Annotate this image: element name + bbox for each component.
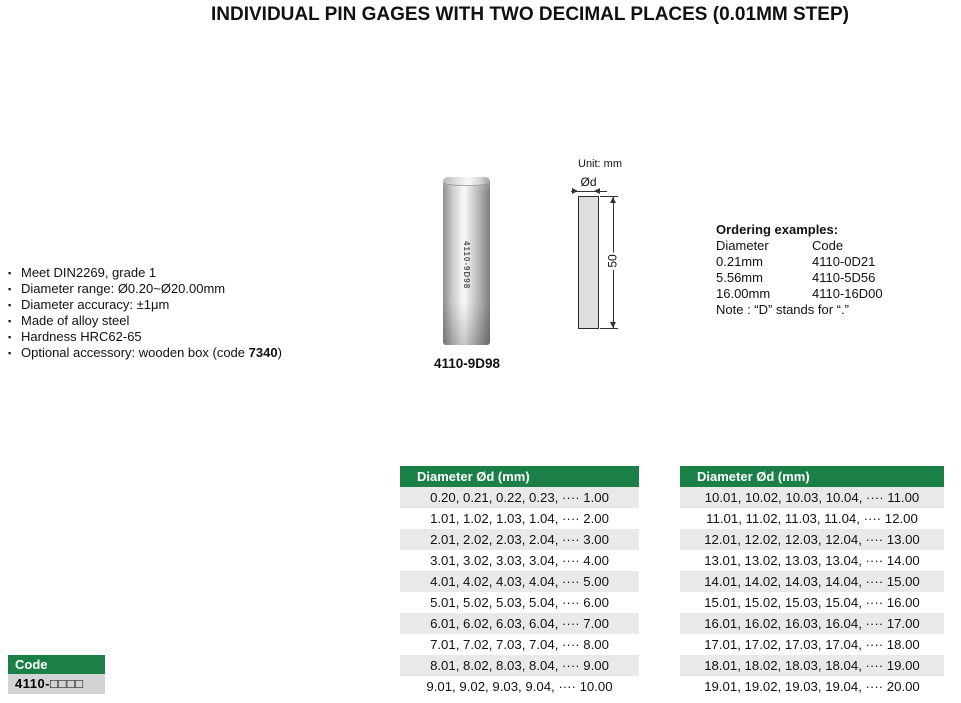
table-row: 0.20, 0.21, 0.22, 0.23, ···· 1.00 bbox=[400, 487, 639, 508]
table-row: 5.01, 5.02, 5.03, 5.04, ···· 6.00 bbox=[400, 592, 639, 613]
feature-text: Hardness HRC62-65 bbox=[21, 329, 142, 344]
table-row: 16.01, 16.02, 16.03, 16.04, ···· 17.00 bbox=[680, 613, 944, 634]
table-row: 13.01, 13.02, 13.03, 13.04, ···· 14.00 bbox=[680, 550, 944, 571]
table-row: 2.01, 2.02, 2.03, 2.04, ···· 3.00 bbox=[400, 529, 639, 550]
dim-extension-line bbox=[600, 328, 618, 329]
ordering-heading: Ordering examples: bbox=[716, 222, 839, 237]
table-row: 4.01, 4.02, 4.03, 4.04, ···· 5.00 bbox=[400, 571, 639, 592]
ordering-code: 4110-0D21 bbox=[812, 254, 876, 269]
pin-top-cap bbox=[443, 177, 490, 186]
ordering-col-diameter: Diameter bbox=[716, 238, 769, 253]
product-model-caption: 4110-9D98 bbox=[433, 356, 501, 371]
table-row: 9.01, 9.02, 9.03, 9.04, ···· 10.00 bbox=[400, 676, 639, 697]
pin-outline bbox=[578, 196, 599, 329]
feature-text: Diameter range: Ø0.20~Ø20.00mm bbox=[21, 281, 226, 296]
ordering-diameter: 0.21mm bbox=[716, 254, 763, 269]
table-row: 1.01, 1.02, 1.03, 1.04, ···· 2.00 bbox=[400, 508, 639, 529]
table-row: 8.01, 8.02, 8.03, 8.04, ···· 9.00 bbox=[400, 655, 639, 676]
feature-text-suffix: ) bbox=[277, 345, 282, 360]
pin-engraving bbox=[443, 241, 490, 289]
unit-label: Unit: mm bbox=[578, 158, 622, 170]
diameter-dim-label: Ød bbox=[580, 175, 597, 189]
ordering-row bbox=[716, 254, 936, 270]
feature-text: Made of alloy steel bbox=[21, 313, 130, 328]
ordering-examples bbox=[716, 222, 936, 318]
pin-engraving-text: 4110-9D98 bbox=[462, 241, 471, 290]
ordering-row bbox=[716, 270, 936, 286]
table-header: Diameter Ød (mm) bbox=[680, 466, 944, 487]
table-row: 15.01, 15.02, 15.03, 15.04, ···· 16.00 bbox=[680, 592, 944, 613]
page-title: INDIVIDUAL PIN GAGES WITH TWO DECIMAL PLACES (0.01MM STEP) bbox=[211, 4, 849, 25]
dim-arrow-icon bbox=[572, 188, 578, 194]
bullet-icon: ▪ bbox=[8, 332, 12, 342]
table-row: 12.01, 12.02, 12.03, 12.04, ···· 13.00 bbox=[680, 529, 944, 550]
feature-item bbox=[8, 313, 282, 329]
feature-item bbox=[8, 329, 282, 345]
table-row: 18.01, 18.02, 18.03, 18.04, ···· 19.00 bbox=[680, 655, 944, 676]
feature-item bbox=[8, 265, 282, 281]
feature-text-prefix: Optional accessory: wooden box (code bbox=[21, 345, 249, 360]
feature-list bbox=[8, 265, 282, 361]
table-row: 11.01, 11.02, 11.03, 11.04, ···· 12.00 bbox=[680, 508, 944, 529]
length-dim-label: 50 bbox=[605, 254, 620, 268]
ordering-code: 4110-16D00 bbox=[812, 286, 883, 301]
feature-text bbox=[21, 345, 282, 361]
table-row: 19.01, 19.02, 19.03, 19.04, ···· 20.00 bbox=[680, 676, 944, 697]
code-header: Code bbox=[8, 655, 105, 674]
ordering-row bbox=[716, 286, 936, 302]
table-row: 10.01, 10.02, 10.03, 10.04, ···· 11.00 bbox=[680, 487, 944, 508]
table-header: Diameter Ød (mm) bbox=[400, 466, 639, 487]
bullet-icon: ▪ bbox=[8, 268, 12, 278]
diameter-table-right bbox=[680, 466, 944, 697]
table-row: 17.01, 17.02, 17.03, 17.04, ···· 18.00 bbox=[680, 634, 944, 655]
ordering-col-code: Code bbox=[812, 238, 844, 253]
table-row: 7.01, 7.02, 7.03, 7.04, ···· 8.00 bbox=[400, 634, 639, 655]
ordering-header-row bbox=[716, 238, 936, 254]
code-value: 4110-□□□□ bbox=[8, 674, 105, 694]
code-block bbox=[8, 655, 105, 694]
bullet-icon: ▪ bbox=[8, 300, 12, 310]
bullet-icon: ▪ bbox=[8, 316, 12, 326]
accessory-code: 7340 bbox=[248, 345, 278, 360]
ordering-note: Note : “D” stands for “.” bbox=[716, 302, 849, 317]
ordering-code: 4110-5D56 bbox=[812, 270, 876, 285]
feature-text: Meet DIN2269, grade 1 bbox=[21, 265, 157, 280]
ordering-diameter: 16.00mm bbox=[716, 286, 771, 301]
ordering-diameter: 5.56mm bbox=[716, 270, 763, 285]
dim-arrow-icon bbox=[610, 197, 616, 203]
dim-arrow-icon bbox=[594, 188, 600, 194]
feature-item bbox=[8, 281, 282, 297]
bullet-icon: ▪ bbox=[8, 348, 12, 358]
feature-text: Diameter accuracy: ±1μm bbox=[21, 297, 170, 312]
table-row: 3.01, 3.02, 3.03, 3.04, ···· 4.00 bbox=[400, 550, 639, 571]
feature-item bbox=[8, 297, 282, 313]
feature-item bbox=[8, 345, 282, 361]
technical-drawing bbox=[560, 158, 650, 343]
pin-gage-photo bbox=[443, 177, 490, 345]
bullet-icon: ▪ bbox=[8, 284, 12, 294]
dim-arrow-icon bbox=[610, 322, 616, 328]
diameter-table-left bbox=[400, 466, 639, 697]
table-row: 14.01, 14.02, 14.03, 14.04, ···· 15.00 bbox=[680, 571, 944, 592]
table-row: 6.01, 6.02, 6.03, 6.04, ···· 7.00 bbox=[400, 613, 639, 634]
